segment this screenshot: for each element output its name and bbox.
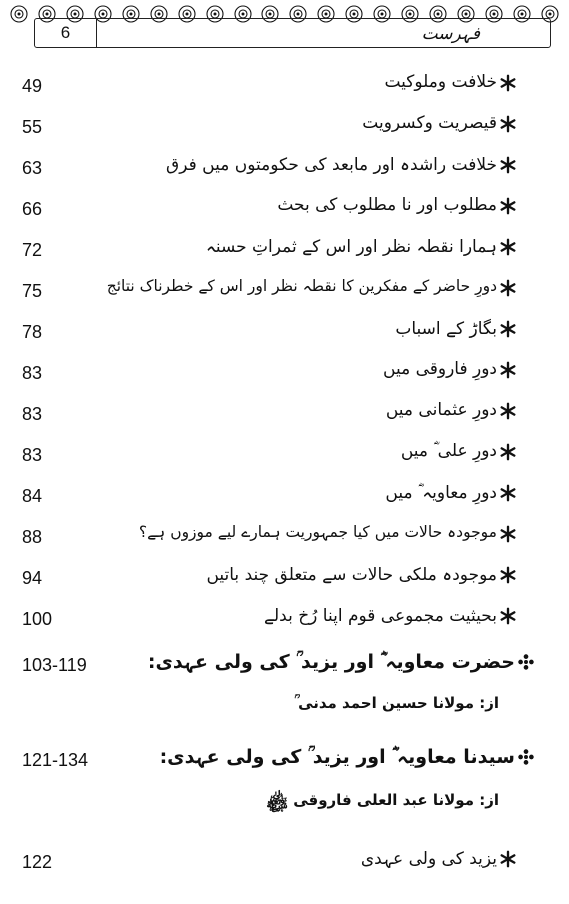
star-bullet-icon [499,156,517,174]
star-bullet-icon [499,607,517,625]
toc-entry[interactable] [0,355,569,395]
toc-page-number: 83 [22,363,43,383]
toc-entry-title: خلافت وملوکیت [384,72,497,92]
toc-entry[interactable] [0,396,569,436]
toc-entry[interactable] [0,314,569,354]
page-number: 6 [35,19,97,47]
floral-ornament-icon [8,4,30,24]
toc-page-number: 63 [22,158,43,178]
toc-entry[interactable] [0,519,569,559]
toc-page-number: 75 [22,281,43,301]
star-bullet-icon [499,361,517,379]
star-bullet-icon [499,115,517,133]
star-bullet-icon [499,525,517,543]
star-bullet-icon [499,320,517,338]
toc-section-author: از: مولانا حسین احمد مدنی ؒ [294,694,499,712]
toc-entry[interactable] [0,478,569,518]
star-bullet-icon [499,74,517,92]
toc-page-range: 103-119 [22,655,87,675]
toc-entry[interactable] [0,68,569,108]
toc-entry-title: دورِ حاضر کے مفکرین کا نقطہ نظر اور اس کے خطرناک نتائج [106,277,497,295]
star-bullet-icon [499,443,517,461]
toc-section-title: سیدنا معاویہ ؓ اور یزید ؒ کی ولی عہدی: [159,746,515,768]
toc-entry-title: دورِ علی ؓ میں [400,441,497,461]
toc-entry-title: خلافت راشدہ اور مابعد کی حکومتوں میں فرق [166,155,497,175]
star-bullet-icon [499,850,517,868]
toc-page-number: 49 [22,76,43,96]
star-bullet-icon [499,197,517,215]
toc-entry-title: دورِ معاویہ ؓ میں [385,483,497,503]
flower-bullet-icon [517,748,535,766]
toc-entry-title: قیصریت وکسرویت [362,113,497,133]
star-bullet-icon [499,279,517,297]
toc-page-range: 121-134 [22,750,89,770]
toc-page-number: 94 [22,568,43,588]
toc-entry[interactable] [0,191,569,231]
toc-page-number: 83 [22,404,43,424]
toc-page-number: 100 [22,609,53,629]
toc-page-number: 83 [22,445,43,465]
toc-section-author: از: مولانا عبد العلی فاروقی ﷾ [266,791,499,809]
toc-page-number: 78 [22,322,43,342]
toc-entry-title: مطلوب اور نا مطلوب کی بحث [277,195,497,215]
toc-entry-title: یزید کی ولی عہدی [360,849,497,869]
toc-entry-title: ہمارا نقطہ نظر اور اس کے ثمراتِ حسنہ [205,237,497,257]
toc-entry[interactable] [0,437,569,477]
toc-entry[interactable] [0,601,569,641]
toc-entry-title: بحیثیت مجموعی قوم اپنا رُخ بدلے [264,606,497,626]
flower-bullet-icon [517,653,535,671]
toc-entry-title: موجودہ حالات میں کیا جمہوریت ہمارے لیے موزوں ہے؟ [138,523,497,541]
toc-page-number: 66 [22,199,43,219]
page-header [0,0,569,60]
toc-entry-title: موجودہ ملکی حالات سے متعلق چند باتیں [206,565,497,585]
star-bullet-icon [499,566,517,584]
toc-page-number: 88 [22,527,43,547]
toc-section[interactable] [0,742,569,782]
toc-entry-title: بگاڑ کے اسباب [395,319,497,339]
star-bullet-icon [499,402,517,420]
toc-page-number: 72 [22,240,43,260]
star-bullet-icon [499,238,517,256]
toc-page-number: 84 [22,486,43,506]
toc-entry[interactable] [0,150,569,190]
page-title: فہرست [421,23,480,44]
toc-section[interactable] [0,647,569,687]
toc-entry[interactable] [0,109,569,149]
toc-page-number: 122 [22,852,53,872]
toc-entry-title: دورِ عثمانی میں [385,400,497,420]
toc-page-number: 55 [22,117,43,137]
toc-entry[interactable] [0,560,569,600]
toc-entry-title: دورِ فاروقی میں [383,359,497,379]
star-bullet-icon [499,484,517,502]
toc-entry[interactable] [0,273,569,313]
toc-entry[interactable] [0,844,569,884]
header-box [34,18,551,48]
toc-section-title: حضرت معاویہ ؓ اور یزید ؒ کی ولی عہدی: [147,651,515,673]
toc-entry[interactable] [0,232,569,272]
